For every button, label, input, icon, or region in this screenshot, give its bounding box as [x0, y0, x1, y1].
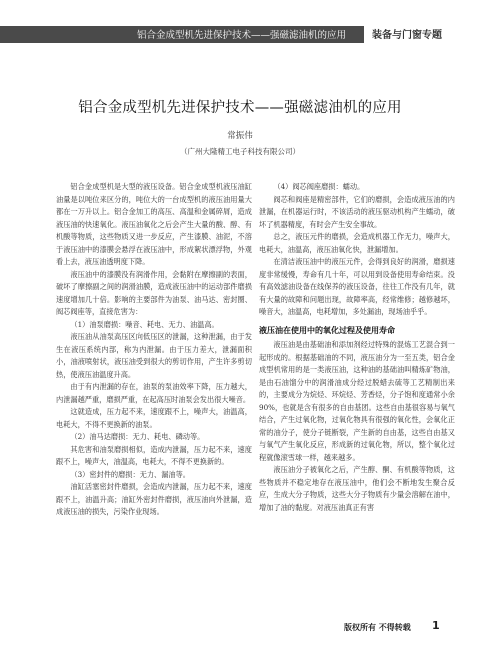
left-column [56, 181, 252, 519]
paragraph: 液压油是由基础油和添加剂经过特殊的混炼工艺混合到一起形成的。根据基础油的不同，液压油分为一至五类，铝合金成型机常用的是一类液压油，这种油的基础油叫精炼矿物油，是由石油馏分中的润滑油成分经过脱蜡去硫等工艺精制出来的，主要成分为烷烃、环烷烃、芳香烃，分子饱和度通常小余90%，也就是含有很多的自由基团。这些自由基很容易与氧气结合，产生过氧化物，过氧化物具有很强的氧化性，会氧化正常的油分子，使分子链断裂，产生新的自由基，这些自由基又与氧气产生氧化反应，形成新的过氧化物，所以，整个氧化过程就像滚雪球一样，越来越多。 [259, 340, 455, 462]
paragraph: （3）密封件的磨损：无力、漏油等。 [70, 469, 190, 479]
paragraph: 液压油分子被氧化之后，产生醇、酮、有机酸等物质，这些物质并不稳定地存在液压油中，他们会不断地发生聚合反应，生成大分子物质，这些大分子物质有少量会溶解在油中，增加了油的黏度。对液压油真正有害 [259, 465, 455, 512]
paragraph: （2）油马达磨损：无力、耗电、磷动等。 [70, 432, 205, 441]
running-header-section: 装备与门窗专题 [372, 30, 442, 41]
running-header-title: 铝合金成型机先进保护技术——强磁滤油机的应用 [137, 30, 347, 41]
right-column [259, 181, 455, 514]
paragraph: 总之，液压元件的磨损，会造成机器工作无力，噪声大，电耗大，油温高，液压油氧化快，泄漏增加。 [259, 232, 455, 254]
paragraph: （4）阀芯阀座磨损：蠕动。 [273, 182, 365, 191]
section-heading: 液压油在使用中的氧化过程及使用寿命 [259, 325, 395, 335]
paragraph: 铝合金成型机是大型的液压设备。铝合金成型机液压油缸油量是以吨位来区分的，吨位大的一台成型机的液压油用量大都在一万升以上。铝合金加工的高压、高温和金属碎屑，造成液压油的快速氧化。液压油氧化之后会产生大量的酸、醇、有机酸等物质，这些物质又进一步反应，产生漆膜、油泥，不溶于液压油中的漆膜会悬浮在液压油中，形成絮状漂浮物，外观看上去，液压油透明度下降。 [56, 182, 252, 266]
paragraph: 油缸活塞密封件磨损，会造成内泄漏，压力起不来，速度跟不上，油温升高；油缸外密封件磨损，液压油向外泄漏，造成液压油的损失，污染作业现场。 [56, 482, 252, 516]
paragraph: （1）油泵磨损：噪音、耗电、无力、油温高。 [70, 319, 219, 329]
page-number: 1 [432, 619, 440, 632]
paragraph: 液压油从油泵高压区向低压区的泄漏，这种泄漏，由于发生在液压系统内部，称为内泄漏。由于压力差大，泄漏面积小，油液喷射状，液压油受到很大的剪切作用，产生许多剪切热，使液压油温度升高。 [56, 332, 252, 379]
article-affiliation: （广州大隆精工电子科技有限公司） [180, 147, 300, 156]
article-author: 常振伟 [227, 131, 253, 141]
paragraph: 液压油中的漆膜没有润滑作用，会黏附在摩擦副的表面，破坏了摩擦副之间的润滑油膜，造成液压油中的运动部件磨损速度增加几十倍。影响的主要部件为油泵、油马达、密封圈、阀芯阀座等，直接危害为： [56, 269, 252, 316]
footer-rights: 版权所有 不得转载 [344, 623, 411, 632]
paragraph: 在清洁液压油中的液压元件，会得到良好的润滑，磨损速度非常缓慢，寿命有几十年，可以用到设备使用寿命结束。没有高效滤油设备在线保养的液压设备，往往工作没有几年，就有大量的故障和问题出现，故障率高，经常维修；越修越坏，噪音大，油温高，电耗增加，多处漏油，现场油乎乎。 [259, 257, 455, 316]
paragraph: 其危害和油泵磨损相似，造成内泄漏，压力起不来，速度跟不上，噪声大，油温高，电耗大，不得不更换新的。 [56, 444, 252, 466]
paragraph: 这就造成，压力起不来，速度跟不上，噪声大，油温高，电耗大，不得不更换新的油泵。 [56, 407, 252, 429]
paragraph: 由于有内泄漏的存在，油泵的泵油效率下降，压力越大，内泄漏越严重，磨损严重，在起高压时油泵会发出很大噪音。 [56, 382, 252, 404]
article-title: 铝合金成型机先进保护技术——强磁滤油机的应用 [78, 100, 402, 116]
paragraph: 阀芯和阀座是精密部件，它们的磨损，会造成液压油的内泄漏，在机器运行时，不该活动的液压驱动机构产生蠕动，破坏了机器精度，有时会产生安全事故。 [259, 194, 455, 229]
running-header-bar [0, 26, 364, 43]
